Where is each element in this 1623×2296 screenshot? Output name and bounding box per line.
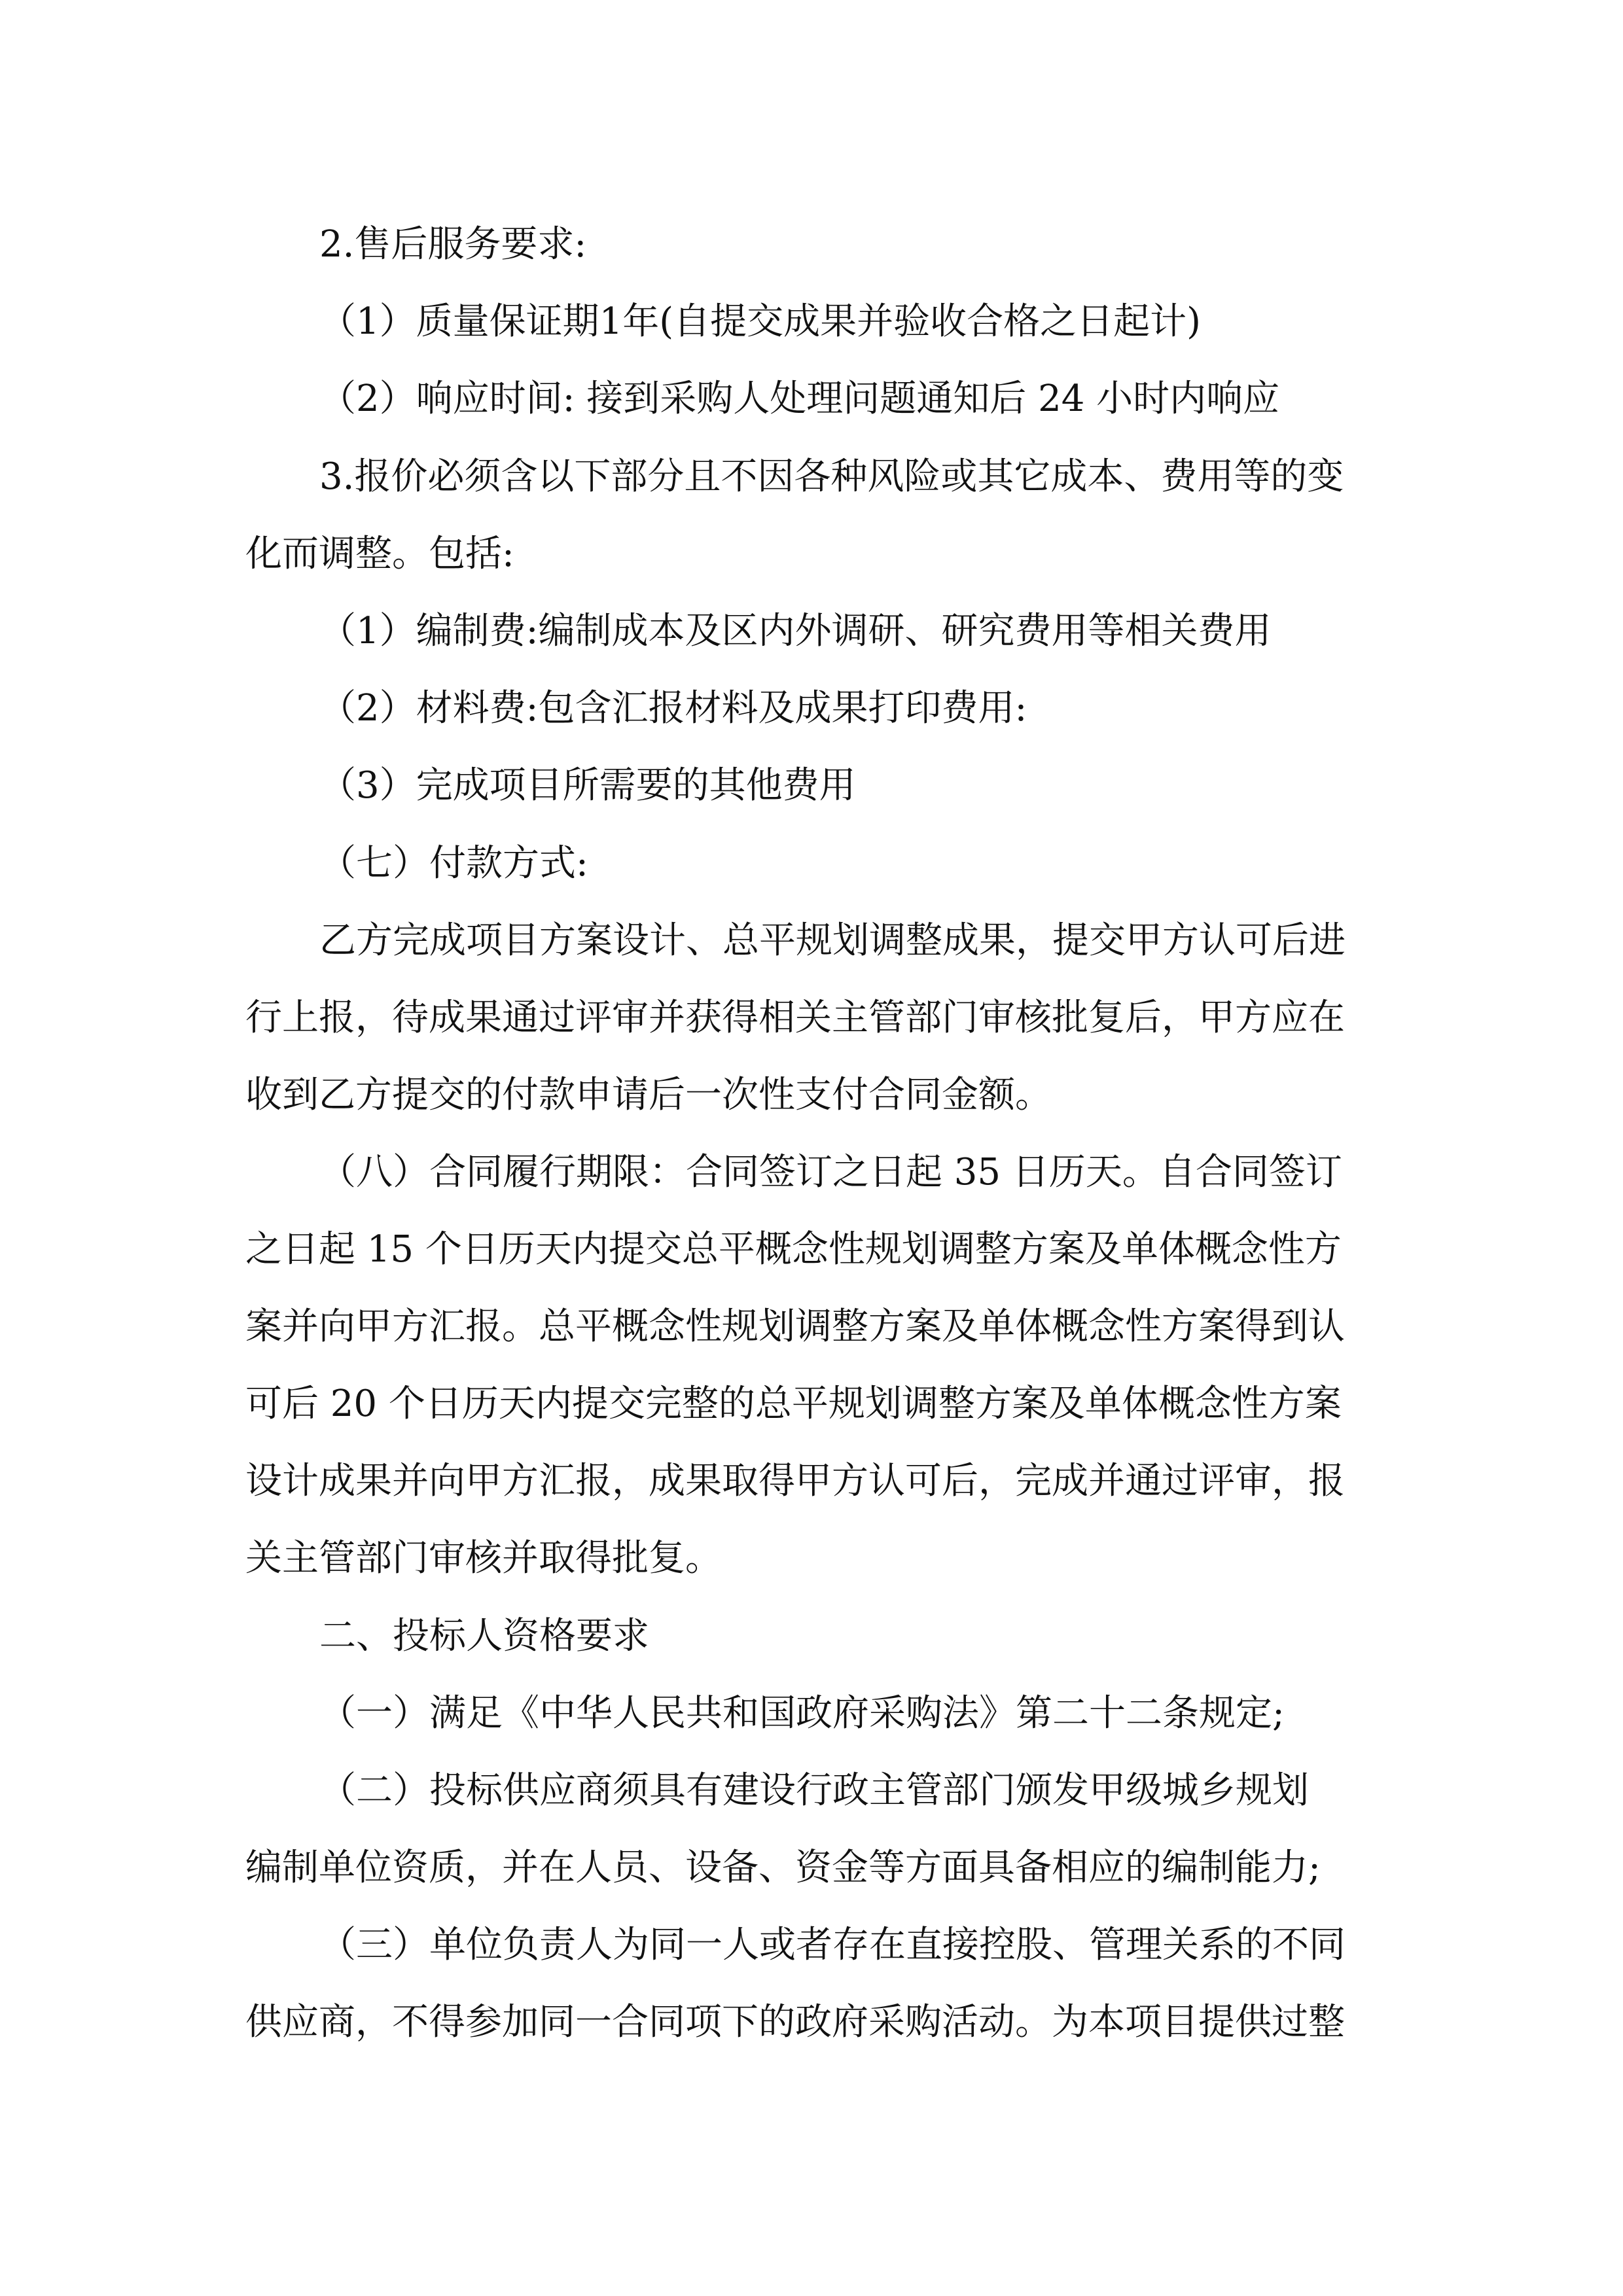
text-line: （3）完成项目所需要的其他费用 [319, 764, 856, 807]
text-line: 编制单位资质，并在人员、设备、资金等方面具备相应的编制能力; [245, 1846, 1321, 1889]
text-line: （一）满足《中华人民共和国政府采购法》第二十二条规定; [319, 1692, 1285, 1735]
text-line: 案并向甲方汇报。总平概念性规划调整方案及单体概念性方案得到认 [245, 1305, 1345, 1348]
text-line: 之日起 15 个日历天内提交总平概念性规划调整方案及单体概念性方 [245, 1228, 1342, 1271]
text-line: 供应商，不得参加同一合同项下的政府采购活动。为本项目提供过整 [245, 2001, 1345, 2043]
text-line: 二、投标人资格要求 [319, 1615, 649, 1657]
text-line: （1）编制费:编制成本及区内外调研、研究费用等相关费用 [319, 610, 1272, 652]
text-line: （二）投标供应商须具有建设行政主管部门颁发甲级城乡规划 [319, 1769, 1309, 1812]
text-line: 化而调整。包括: [245, 533, 514, 575]
text-line: 行上报，待成果通过评审并获得相关主管部门审核批复后，甲方应在 [245, 997, 1345, 1039]
text-line: 乙方完成项目方案设计、总平规划调整成果，提交甲方认可后进 [319, 919, 1346, 962]
text-line: （2）材料费:包含汇报材料及成果打印费用: [319, 687, 1027, 730]
text-line: 3.报价必须含以下部分且不因各种风险或其它成本、费用等的变 [319, 455, 1344, 498]
text-line: 关主管部门审核并取得批复。 [245, 1537, 722, 1580]
text-line: 设计成果并向甲方汇报，成果取得甲方认可后，完成并通过评审，报 [245, 1460, 1345, 1502]
text-line: （八）合同履行期限：合同签订之日起 35 日历天。自合同签订 [319, 1151, 1342, 1193]
text-line: 可后 20 个日历天内提交完整的总平规划调整方案及单体概念性方案 [245, 1383, 1342, 1425]
text-line: （2）响应时间: 接到采购人处理问题通知后 24 小时内响应 [319, 378, 1280, 420]
text-line: （1）质量保证期1年(自提交成果并验收合格之日起计) [319, 300, 1201, 343]
text-line: （三）单位负责人为同一人或者存在直接控股、管理关系的不同 [319, 1924, 1346, 1966]
text-line: 2.售后服务要求: [319, 223, 587, 266]
text-line: 收到乙方提交的付款申请后一次性支付合同金额。 [245, 1074, 1052, 1116]
text-line: （七）付款方式: [319, 842, 588, 885]
